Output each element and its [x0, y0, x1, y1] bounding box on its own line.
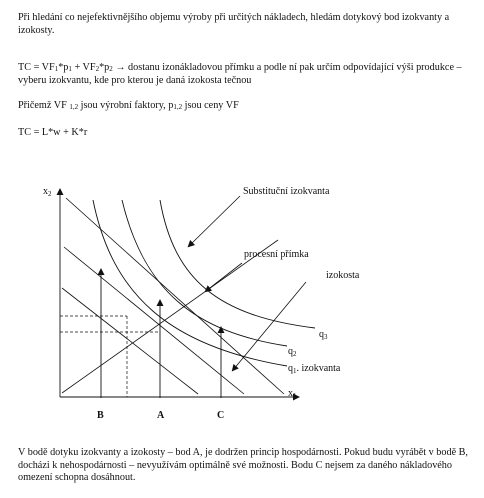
label-q2-main: q — [288, 346, 293, 357]
x-axis-label-main: x — [288, 388, 293, 399]
tc-lw-kr-formula: TC = L*w + K*r — [18, 127, 88, 138]
p3-subscript: 1,2 — [69, 103, 79, 111]
label-q2-sub: 2 — [293, 350, 297, 358]
conclusion-paragraph: V bodě dotyku izokvanty a izokosty – bod A, je dodržen princip hospodárnosti. Pokud budu vyrábět v bodě B, docházi k nehospodárnosti – nevyužívám optimálně své možnosti. Bodu C nejsem za daného nákladového omezení schopna dosáhnout. — [18, 447, 468, 484]
point-label-b: B — [97, 410, 104, 421]
p2-subscript: 1 — [54, 65, 59, 73]
process-line — [62, 240, 278, 393]
point-label-c: C — [217, 410, 225, 421]
intro-paragraph: Při hledání co nejefektivnějšího objemu výroby při určitých nákladech, hledám dotykový bod izokvanty a izokosty. — [18, 12, 450, 36]
p2-part: TC = VF — [18, 62, 55, 73]
pointer-procesni — [206, 263, 242, 291]
y-axis-label-main: x — [43, 186, 48, 197]
label-q1-sub: 1 — [293, 367, 297, 375]
p2-part: *p — [58, 62, 69, 73]
pointer-substitucni — [189, 196, 240, 246]
label-q1-rest: . izokvanta — [296, 363, 341, 374]
isocost-line — [64, 247, 244, 394]
y-axis-label-sub: 2 — [48, 190, 52, 198]
isoquant-q1 — [93, 200, 287, 366]
isoquant-q3 — [160, 200, 315, 328]
p3-subscript: 1,2 — [173, 103, 183, 111]
label-q3-sub: 3 — [324, 333, 328, 341]
p2-subscript: 1 — [68, 65, 72, 73]
x-axis-label — [288, 388, 297, 400]
p2-subscript: 2 — [109, 65, 113, 73]
label-q1-main: q — [288, 363, 293, 374]
isocost-line — [66, 198, 284, 394]
p2-part: + VF — [71, 62, 96, 73]
label-q3 — [319, 329, 328, 341]
label-substitucni-izokvanta: Substituční izokvanta — [243, 186, 330, 197]
p3-part: Přičemž VF — [18, 100, 70, 111]
label-procesni-primka: procesní přímka — [244, 249, 309, 260]
p2-part: *p — [99, 62, 110, 73]
p2-subscript: 2 — [95, 65, 100, 73]
p3-part: jsou ceny VF — [182, 100, 239, 111]
label-q1 — [288, 363, 341, 375]
label-q2 — [288, 346, 297, 358]
isoquant-q2 — [122, 200, 287, 346]
label-q3-main: q — [319, 329, 324, 340]
x-axis-label-sub: 1 — [293, 392, 297, 400]
p3-part: jsou výrobní faktory, p — [78, 100, 174, 111]
point-label-a: A — [157, 410, 165, 421]
p2-part: → dostanu izonákladovou přímku a podle ní pak určím odpovídající výši produkce – vyberu izokvantu, kde pro kterou je daná izokosta tečnou — [18, 62, 462, 86]
label-izokosta: izokosta — [326, 270, 360, 281]
y-axis-label — [43, 186, 52, 198]
